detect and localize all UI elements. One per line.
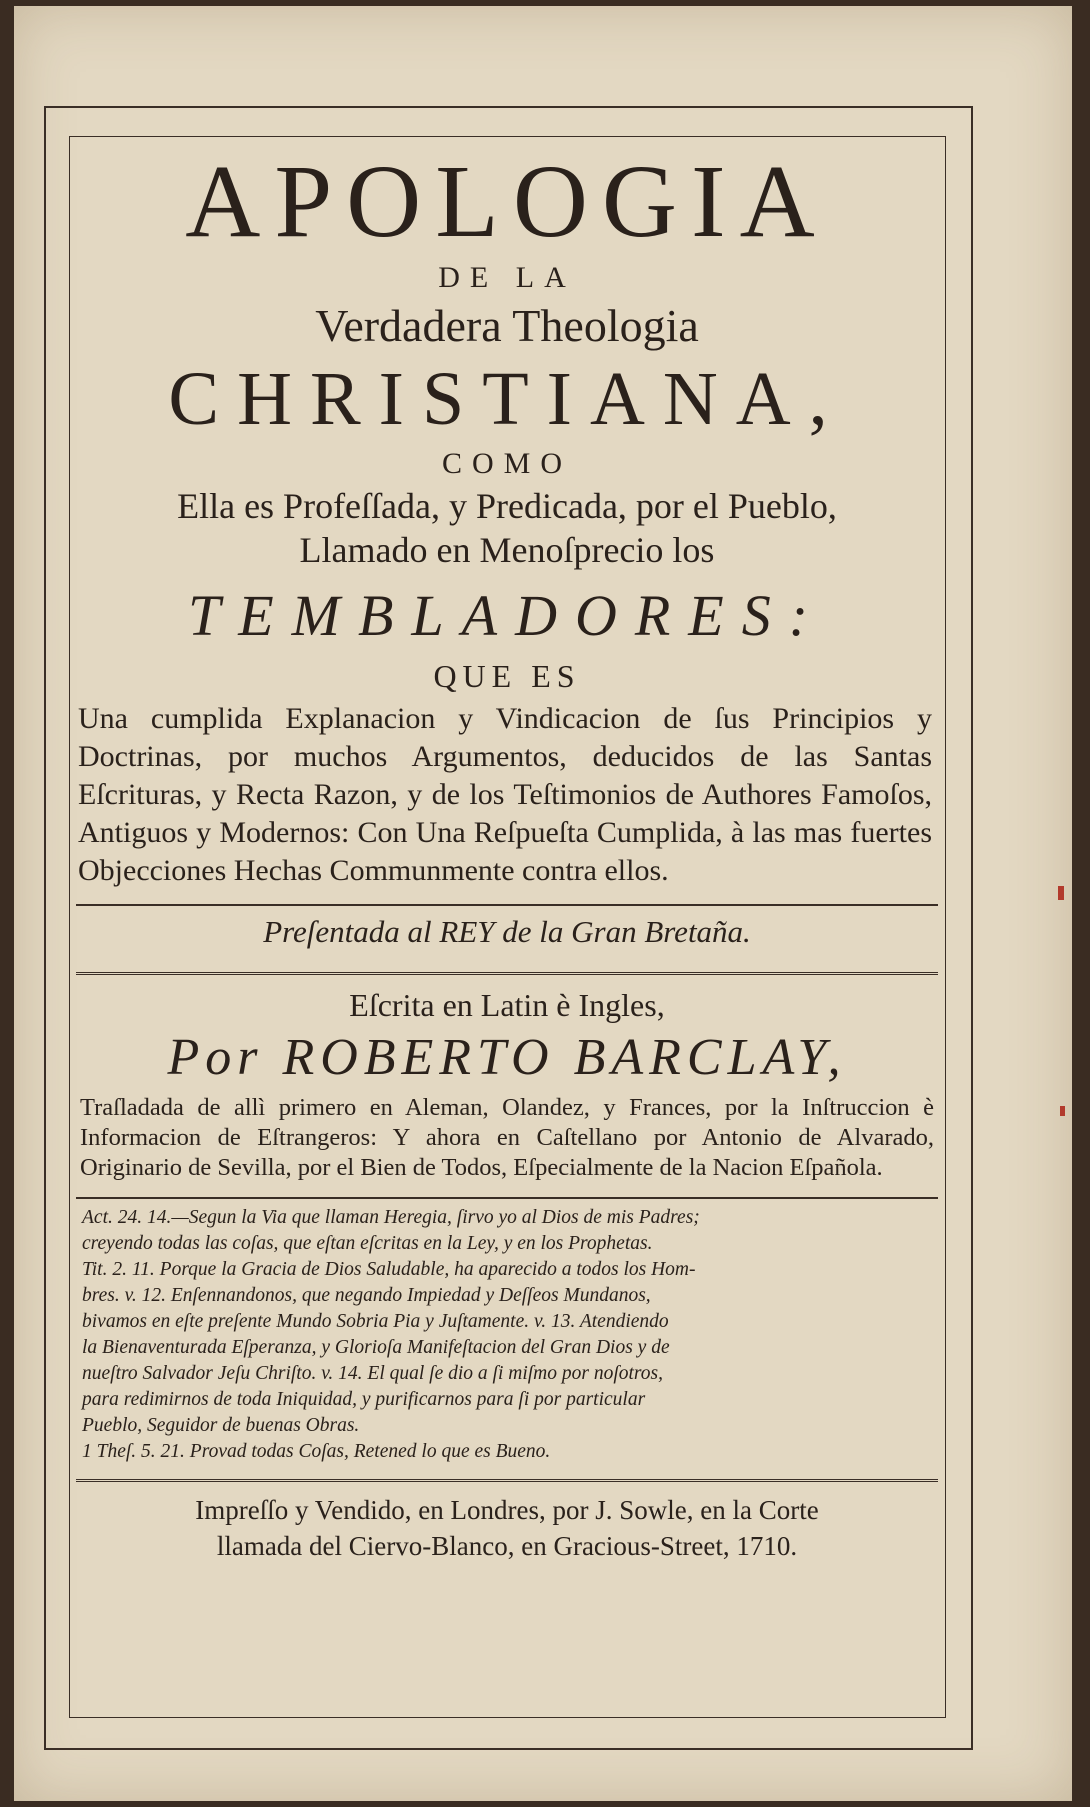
quote-line: Act. 24. 14.—Segun la Via que llaman Heregia, ſirvo yo al Dios de mis Padres;: [82, 1207, 700, 1228]
divider-rule-double: [76, 1479, 938, 1482]
title-tembladores: TEMBLADORES:: [187, 583, 827, 648]
quote-line: 1 Theſ. 5. 21. Provad todas Coſas, Retened lo que es Bueno.: [82, 1441, 551, 1462]
title-como: COMO: [441, 447, 572, 480]
quote-line: Tit. 2. 11. Porque la Gracia de Dios Saludable, ha aparecido a todos los Hom-: [82, 1259, 696, 1280]
description-paragraph: Una cumplida Explanacion y Vindicacion de ſus Principios y Doctrinas, por muchos Argumentos, deducidos de las Santas Eſcrituras, y Recta Razon, y de los Teſtimonios de Authores Famoſos, Antiguos y Modernos: Con Una Reſpueſta Cumplida, à las mas fuertes Objecciones Hechas Communmente contra ellos.: [78, 702, 932, 887]
author-name: Por ROBERTO BARCLAY,: [167, 1029, 847, 1086]
quote-line: nueſtro Salvador Jeſu Chriſto. v. 14. El qual ſe dio a ſi miſmo por noſotros,: [82, 1363, 664, 1384]
quote-line: bres. v. 12. Enſennandonos, que negando Impiedad y Deſſeos Mundanos,: [82, 1285, 651, 1306]
written-in: Eſcrita en Latin è Ingles,: [349, 987, 665, 1023]
quote-line: la Bienaventurada Eſperanza, y Glorioſa Manifeſtacion del Gran Dios y de: [82, 1337, 670, 1358]
title-que-es: QUE ES: [433, 658, 581, 694]
title-page: [14, 6, 1072, 1801]
main-title: APOLOGIA: [185, 144, 829, 259]
subtitle: Verdadera Theologia: [315, 300, 699, 351]
divider-rule: [76, 1197, 938, 1199]
imprint-line-2: llamada del Ciervo-Blanco, en Gracious-Street, 1710.: [216, 1531, 798, 1561]
translation-note: Traſladada de allì primero en Aleman, Olandez, y Frances, por la Inſtruccion è Informacion de Eſtrangeros: Y ahora en Caſtellano por Antonio de Alvarado, Originario de Sevilla, por el Bien de Todos, Eſpecialmente de la Nacion Eſpañola.: [80, 1094, 934, 1181]
red-edge-mark: [1058, 886, 1064, 900]
red-edge-mark: [1060, 1106, 1065, 1116]
quote-line: creyendo todas las coſas, que eſtan eſcritas en la Ley, y en los Prophetas.: [82, 1233, 653, 1254]
divider-rule-double: [76, 972, 938, 975]
quote-line: Pueblo, Seguidor de buenas Obras.: [82, 1415, 360, 1436]
imprint-line-1: Impreſſo y Vendido, en Londres, por J. Sowle, en la Corte: [195, 1495, 819, 1525]
quote-line: bivamos en eſte preſente Mundo Sobria Pia y Juſtamente. v. 13. Atendiendo: [82, 1311, 669, 1332]
title-page-content: [76, 144, 938, 1564]
dedication: Preſentada al REY de la Gran Bretaña.: [263, 914, 751, 949]
title-line-1: Ella es Profeſſada, y Predicada, por el Pueblo,: [177, 486, 837, 526]
scripture-quotes: [82, 1205, 934, 1465]
quote-line: para redimirnos de toda Iniquidad, y purificarnos para ſi por particular: [82, 1389, 646, 1410]
title-line-2: Llamado en Menoſprecio los: [299, 530, 715, 570]
title-de-la: DE LA: [438, 261, 576, 294]
title-christiana: CHRISTIANA,: [168, 357, 846, 441]
